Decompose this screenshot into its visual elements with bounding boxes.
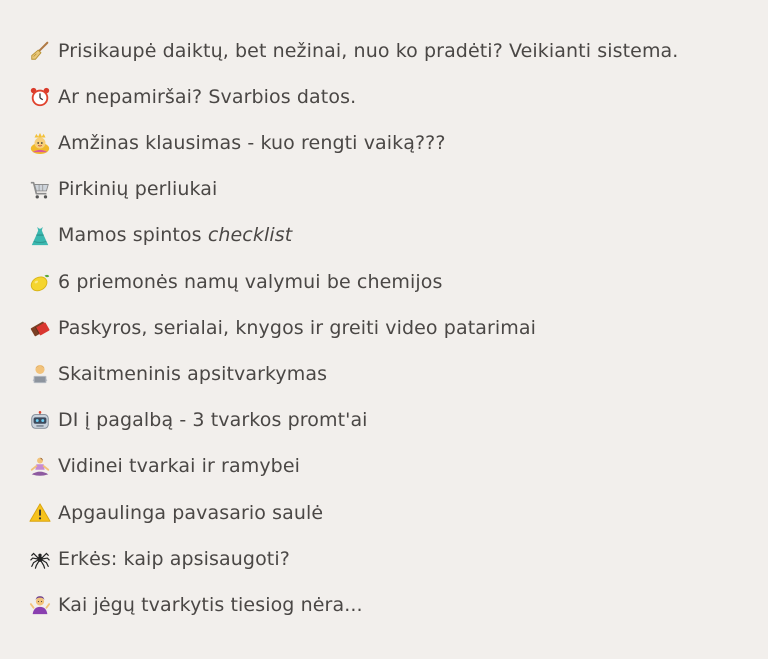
technologist-icon bbox=[28, 362, 52, 386]
list-item-label: Amžinas klausimas - kuo rengti vaiką??? bbox=[58, 132, 446, 155]
chocolate-bar-icon bbox=[28, 316, 52, 340]
label-emphasis: checklist bbox=[207, 224, 293, 247]
list-item-princess[interactable] bbox=[28, 120, 758, 166]
list-item-chocolate[interactable] bbox=[28, 305, 758, 351]
spider-icon bbox=[28, 547, 52, 571]
list-item-technologist[interactable] bbox=[28, 351, 758, 397]
list-item-label: DI į pagalbą - 3 tvarkos promt'ai bbox=[58, 409, 368, 432]
list-item-dress[interactable] bbox=[28, 213, 758, 259]
list-item-label: Vidinei tvarkai ir ramybei bbox=[58, 455, 300, 478]
shrug-icon bbox=[28, 593, 52, 617]
list-item-robot[interactable] bbox=[28, 398, 758, 444]
list-item-lemon[interactable] bbox=[28, 259, 758, 305]
list-item-shrug[interactable] bbox=[28, 582, 758, 628]
alarm-clock-icon bbox=[28, 85, 52, 109]
list-item-label: Pirkinių perliukai bbox=[58, 178, 218, 201]
lotus-position-icon bbox=[28, 455, 52, 479]
topics-list bbox=[28, 28, 758, 628]
shopping-cart-icon bbox=[28, 178, 52, 202]
list-item-label: Paskyros, serialai, knygos ir greiti video patarimai bbox=[58, 316, 537, 339]
princess-icon bbox=[28, 131, 52, 155]
list-item-label: Prisikaupė daiktų, bet nežinai, nuo ko pradėti? Veikianti sistema. bbox=[58, 39, 679, 62]
list-item-warning[interactable] bbox=[28, 490, 758, 536]
list-item-label: Skaitmeninis apsitvarkymas bbox=[58, 363, 328, 385]
dress-icon bbox=[28, 224, 52, 248]
label-text: Mamos spintos bbox=[58, 224, 208, 247]
lemon-icon bbox=[28, 270, 52, 294]
list-item-alarm-clock[interactable] bbox=[28, 74, 758, 120]
list-item-shopping-cart[interactable] bbox=[28, 167, 758, 213]
list-item-label: Ar nepamiršai? Svarbios datos. bbox=[58, 85, 357, 108]
list-item-label: Kai jėgų tvarkytis tiesiog nėra... bbox=[58, 593, 363, 616]
list-item-label: 6 priemonės namų valymui be chemijos bbox=[58, 270, 443, 293]
list-item-label bbox=[58, 224, 292, 247]
list-item-label: Erkės: kaip apsisaugoti? bbox=[58, 547, 290, 570]
list-item-spider[interactable] bbox=[28, 536, 758, 582]
robot-icon bbox=[28, 409, 52, 433]
list-item-label: Apgaulinga pavasario saulė bbox=[58, 501, 324, 524]
broom-icon bbox=[28, 39, 52, 63]
warning-icon bbox=[28, 501, 52, 525]
list-item-lotus[interactable] bbox=[28, 444, 758, 490]
list-item-broom[interactable] bbox=[28, 28, 758, 74]
